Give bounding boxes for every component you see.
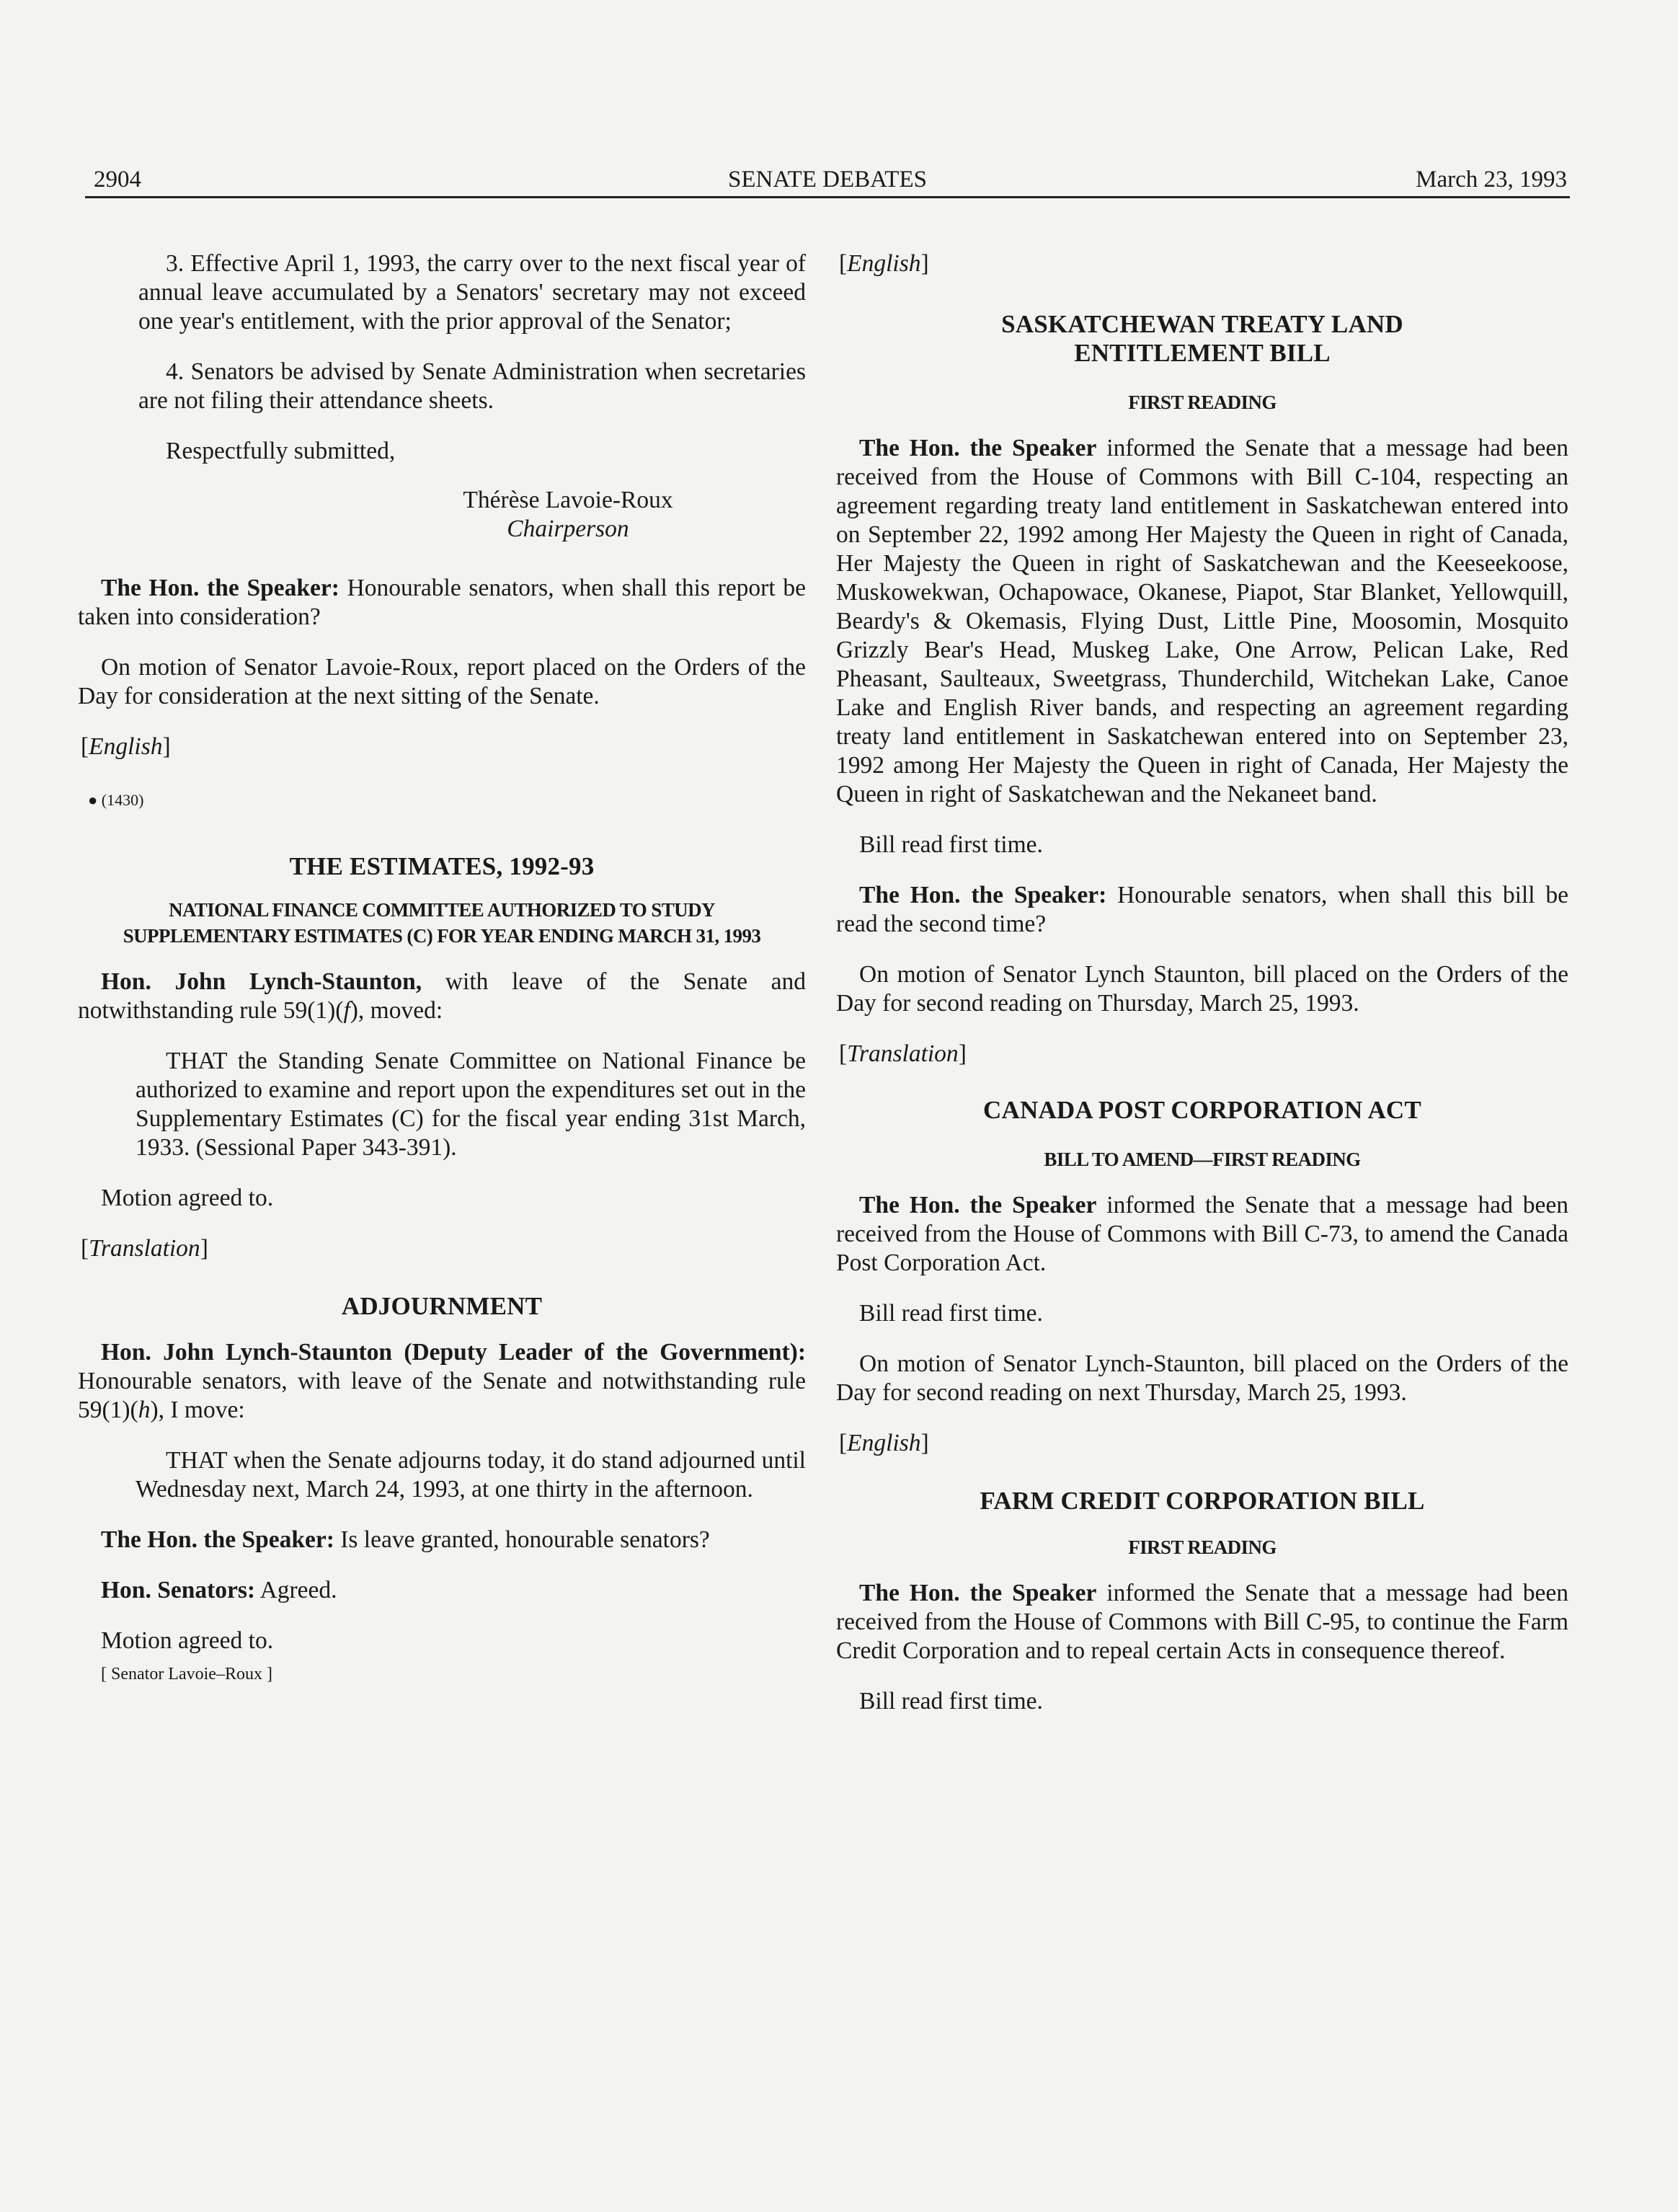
language-marker: [English]: [839, 1430, 929, 1456]
language-marker: [English]: [839, 250, 929, 277]
language-label: English: [89, 733, 163, 760]
speaker-question-text: Honourable senators, when shall this bill be read the second time?: [836, 882, 1568, 937]
speaker-label: The Hon. the Speaker:: [101, 1526, 334, 1553]
speaker-footnote: [ Senator Lavoie–Roux ]: [101, 1665, 272, 1684]
time-stamp: ● (1430): [88, 791, 144, 809]
rule-letter: f: [343, 997, 350, 1024]
adjournment-heading: ADJOURNMENT: [341, 1292, 543, 1320]
left-column: [78, 249, 806, 1689]
bill-read: Bill read first time.: [859, 1688, 1043, 1715]
report-item-3: 3. Effective April 1, 1993, the carry over to the next fiscal year of annual leave accumulated by a Senators' secretary may not exceed one year's entitlement, with the prior approval of the Senator;: [138, 250, 806, 335]
signature-block: [453, 486, 683, 544]
speaker-question: [78, 574, 806, 632]
signer-name: Thérèse Lavoie-Roux: [463, 487, 673, 513]
language-label: Translation: [847, 1040, 959, 1067]
estimates-subheading: NATIONAL FINANCE COMMITTEE AUTHORIZED TO STUDY SUPPLEMENTARY ESTIMATES (C) FOR YEAR ENDING MARCH 31, 1993: [123, 899, 761, 947]
bill-read: Bill read first time.: [859, 831, 1043, 858]
saskatchewan-bill-subheading: FIRST READING: [1128, 391, 1277, 413]
mover-name: Hon. John Lynch-Staunton (Deputy Leader of the Government):: [101, 1339, 806, 1366]
mover-text: Honourable senators, with leave of the Senate and notwithstanding rule 59(1)(: [78, 1368, 806, 1423]
report-item-4: 4. Senators be advised by Senate Administration when secretaries are not filing their attendance sheets.: [138, 358, 806, 414]
speaker-leave-text: Is leave granted, honourable senators?: [334, 1526, 710, 1553]
farm-credit-heading: FARM CREDIT CORPORATION BILL: [980, 1487, 1425, 1515]
saskatchewan-bill-motion: On motion of Senator Lynch Staunton, bill placed on the Orders of the Day for second reading on Thursday, March 25, 1993.: [836, 961, 1568, 1017]
mover-name: Hon. John Lynch-Staunton,: [101, 968, 422, 995]
adjournment-motion-text: THAT when the Senate adjourns today, it do stand adjourned until Wednesday next, March 24, 1993, at one thirty in the afternoon.: [136, 1447, 806, 1503]
farm-credit-subheading: FIRST READING: [1128, 1536, 1277, 1558]
canada-post-text: informed the Senate that a message had been received from the House of Commons with Bill C-73, to amend the Canada Post Corporation Act.: [836, 1192, 1568, 1276]
senators-label: Hon. Senators:: [101, 1577, 256, 1603]
report-motion: On motion of Senator Lavoie-Roux, report placed on the Orders of the Day for consideration at the next sitting of the Senate.: [78, 654, 806, 709]
saskatchewan-bill-text: informed the Senate that a message had been received from the House of Commons with Bill C-104, respecting an agreement regarding treaty land entitlement in Saskatchewan entered into on September 22, 1992 among Her Majesty the Queen in right of Canada, Her Majesty the Queen in right of Saskatchewan and the Keeseekoose, Muskowekwan, Ochapowace, Okanese, Piapot, Star Blanket, Yellowquill, Beardy's & Okemasis, Flying Dust, Little Pine, Moosomin, Mosquito Grizzly Bear's Head, Muskeg Lake, One Arrow, Pelican Lake, Red Pheasant, Saulteaux, Sweetgrass, Thunderchild, Witchekan Lake, Canoe Lake and English River bands, and respecting an agreement regarding treaty land entitlement in Saskatchewan entered into on September 23, 1992 among Her Majesty the Queen in right of Canada, Her Majesty the Queen in right of Saskatchewan and the Nekaneet band.: [836, 435, 1568, 808]
adjournment-mover: [78, 1338, 806, 1425]
canada-post-heading: CANADA POST CORPORATION ACT: [983, 1096, 1421, 1124]
farm-credit-text: informed the Senate that a message had been received from the House of Commons with Bill C-95, to continue the Farm Credit Corporation and to repeal certain Acts in consequence thereof.: [836, 1580, 1568, 1664]
senators-response-text: Agreed.: [255, 1577, 337, 1603]
bill-read: Bill read first time.: [859, 1300, 1043, 1327]
speaker-label: The Hon. the Speaker: [859, 1580, 1097, 1606]
rule-letter: h: [138, 1397, 151, 1423]
language-label: Translation: [89, 1235, 200, 1262]
estimates-heading: THE ESTIMATES, 1992-93: [289, 852, 595, 880]
speaker-label: The Hon. the Speaker:: [859, 882, 1107, 908]
estimates-motion-text: THAT the Standing Senate Committee on National Finance be authorized to examine and report upon the expenditures set out in the Supplementary Estimates (C) for the fiscal year ending 31st March, 1933. (Sessional Paper 343-391).: [136, 1048, 806, 1161]
speaker-question-text: Honourable senators, when shall this report be taken into consideration?: [78, 575, 806, 630]
language-marker: [Translation]: [839, 1040, 967, 1067]
language-marker: [English]: [81, 733, 171, 760]
language-label: English: [847, 250, 921, 277]
language-label: English: [847, 1430, 921, 1456]
canada-post-subheading: BILL TO AMEND—FIRST READING: [1044, 1149, 1361, 1170]
header-date: March 23, 1993: [1416, 167, 1567, 193]
senators-response: [78, 1576, 806, 1605]
saskatchewan-bill-heading: SASKATCHEWAN TREATY LAND ENTITLEMENT BILL: [1001, 310, 1403, 367]
signer-role: Chairperson: [507, 516, 629, 542]
speaker-label: The Hon. the Speaker: [859, 435, 1097, 461]
running-header: [85, 163, 1570, 198]
farm-credit-message: [836, 1579, 1568, 1665]
language-marker: [Translation]: [81, 1235, 208, 1262]
speaker-second-reading-question: [836, 881, 1568, 939]
speaker-label: The Hon. the Speaker: [859, 1192, 1097, 1218]
page-number: 2904: [94, 167, 141, 193]
estimates-mover: [78, 968, 806, 1025]
canada-post-motion: On motion of Senator Lynch-Staunton, bill placed on the Orders of the Day for second reading on next Thursday, March 25, 1993.: [836, 1350, 1568, 1406]
motion-agreed: Motion agreed to.: [101, 1185, 274, 1211]
publication-title: SENATE DEBATES: [728, 167, 927, 193]
mover-text-end: ), moved:: [350, 997, 443, 1024]
speaker-label: The Hon. the Speaker:: [101, 575, 339, 601]
report-closing: Respectfully submitted,: [166, 438, 396, 464]
right-column: [836, 249, 1568, 1738]
speaker-leave-question: [78, 1526, 806, 1554]
canada-post-message: [836, 1191, 1568, 1278]
mover-text-end: ), I move:: [150, 1397, 245, 1423]
motion-agreed: Motion agreed to.: [101, 1627, 274, 1654]
mover-text: with leave of the Senate and notwithstanding rule 59(1)(: [78, 968, 806, 1024]
saskatchewan-bill-message: [836, 434, 1568, 809]
